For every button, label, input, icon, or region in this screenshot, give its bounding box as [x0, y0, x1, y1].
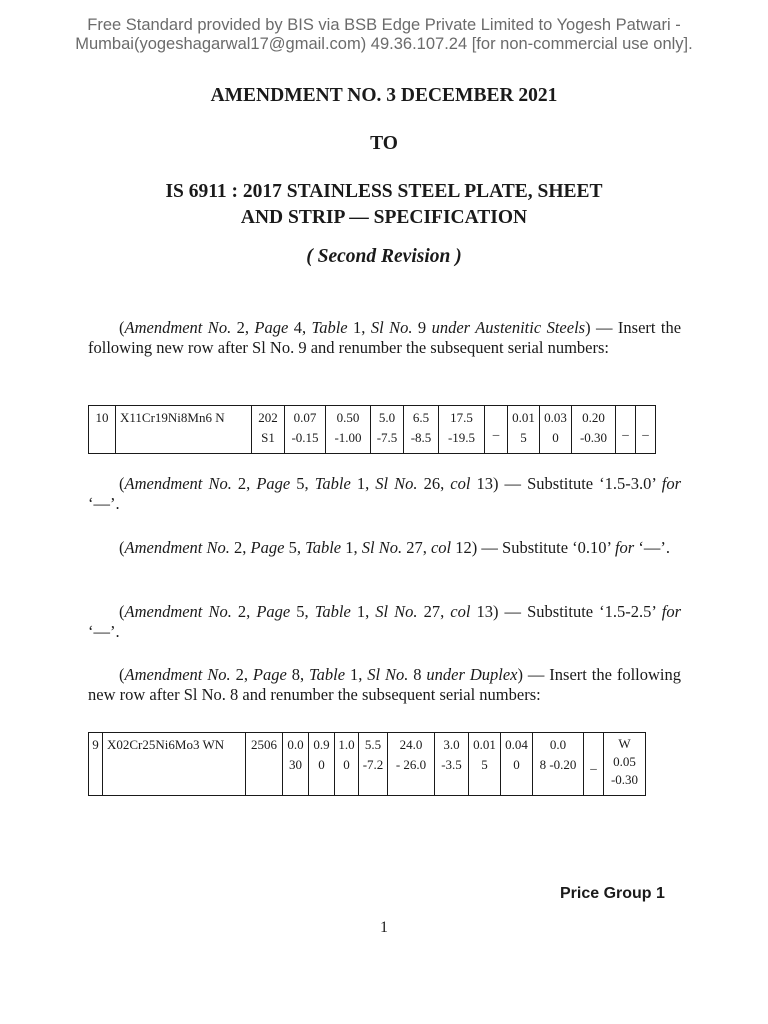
table-cell: 0.03 0 [540, 406, 572, 454]
table-cell: 0.01 5 [508, 406, 540, 454]
table-cell: X11Cr19Ni8Mn6 N [116, 406, 252, 454]
to-heading: TO [370, 133, 398, 154]
price-group: Price Group 1 [560, 885, 665, 902]
table-cell: _ [636, 406, 656, 454]
table-cell: 0.0 8 -0.20 [533, 733, 584, 796]
amendment-item-4: (Amendment No. 2, Page 5, Table 1, Sl No. 27, col 13) — Substitute ‘1.5-2.5’ for ‘—’. [88, 602, 682, 641]
table-row [89, 733, 646, 796]
table-cell: 24.0 - 26.0 [388, 733, 435, 796]
standard-title-line-1: IS 6911 : 2017 STAINLESS STEEL PLATE, SHEET [165, 181, 603, 202]
inserted-row-table-duplex [88, 732, 646, 796]
table-cell: 0.0 30 [283, 733, 309, 796]
amendment-heading: AMENDMENT NO. 3 DECEMBER 2021 [210, 85, 558, 106]
table-cell: 0.01 5 [469, 733, 501, 796]
table-cell: 5.5 -7.2 [359, 733, 388, 796]
table-cell: X02Cr25Ni6Mo3 WN [103, 733, 246, 796]
table-cell: 10 [89, 406, 116, 454]
table-cell: 0.20 -0.30 [572, 406, 616, 454]
standard-title-line-2: AND STRIP — SPECIFICATION [240, 207, 528, 228]
table-cell: 2506 [246, 733, 283, 796]
standard-title [0, 179, 768, 231]
table-cell: 17.5 -19.5 [439, 406, 485, 454]
table-row [89, 406, 656, 454]
table-cell: 202 S1 [252, 406, 285, 454]
page-number: 1 [380, 919, 388, 936]
amendment-item-1: (Amendment No. 2, Page 4, Table 1, Sl No. 9 under Austenitic Steels) — Insert the following new row after Sl No. 9 and renumber the subsequent serial numbers: [88, 318, 682, 357]
table-cell: 5.0 -7.5 [371, 406, 404, 454]
table-cell: 0.04 0 [501, 733, 533, 796]
table-cell: 6.5 -8.5 [404, 406, 439, 454]
table-cell: 0.9 0 [309, 733, 335, 796]
watermark-line-2: Mumbai(yogeshagarwal17@gmail.com) 49.36.107.24 [for non-commercial use only]. [75, 35, 693, 53]
table-cell: _ [616, 406, 636, 454]
table-cell: W 0.05 -0.30 [604, 733, 646, 796]
revision-subtitle: ( Second Revision ) [306, 246, 462, 267]
table-cell: 3.0 -3.5 [435, 733, 469, 796]
table-cell: 0.07 -0.15 [285, 406, 326, 454]
table-cell: _ [584, 733, 604, 796]
table-cell: 0.50 -1.00 [326, 406, 371, 454]
watermark [0, 16, 768, 54]
table-cell: 1.0 0 [335, 733, 359, 796]
amendment-item-5: (Amendment No. 2, Page 8, Table 1, Sl No. 8 under Duplex) — Insert the following new row after Sl No. 8 and renumber the subsequent serial numbers: [88, 665, 681, 704]
amendment-item-3: (Amendment No. 2, Page 5, Table 1, Sl No. 27, col 12) — Substitute ‘0.10’ for ‘—’. [119, 538, 670, 557]
table-cell: 9 [89, 733, 103, 796]
watermark-line-1: Free Standard provided by BIS via BSB Edge Private Limited to Yogesh Patwari - [87, 16, 681, 34]
inserted-row-table-austenitic [88, 405, 656, 454]
amendment-item-2: (Amendment No. 2, Page 5, Table 1, Sl No. 26, col 13) — Substitute ‘1.5-3.0’ for ‘—’. [88, 474, 682, 513]
table-cell: _ [485, 406, 508, 454]
